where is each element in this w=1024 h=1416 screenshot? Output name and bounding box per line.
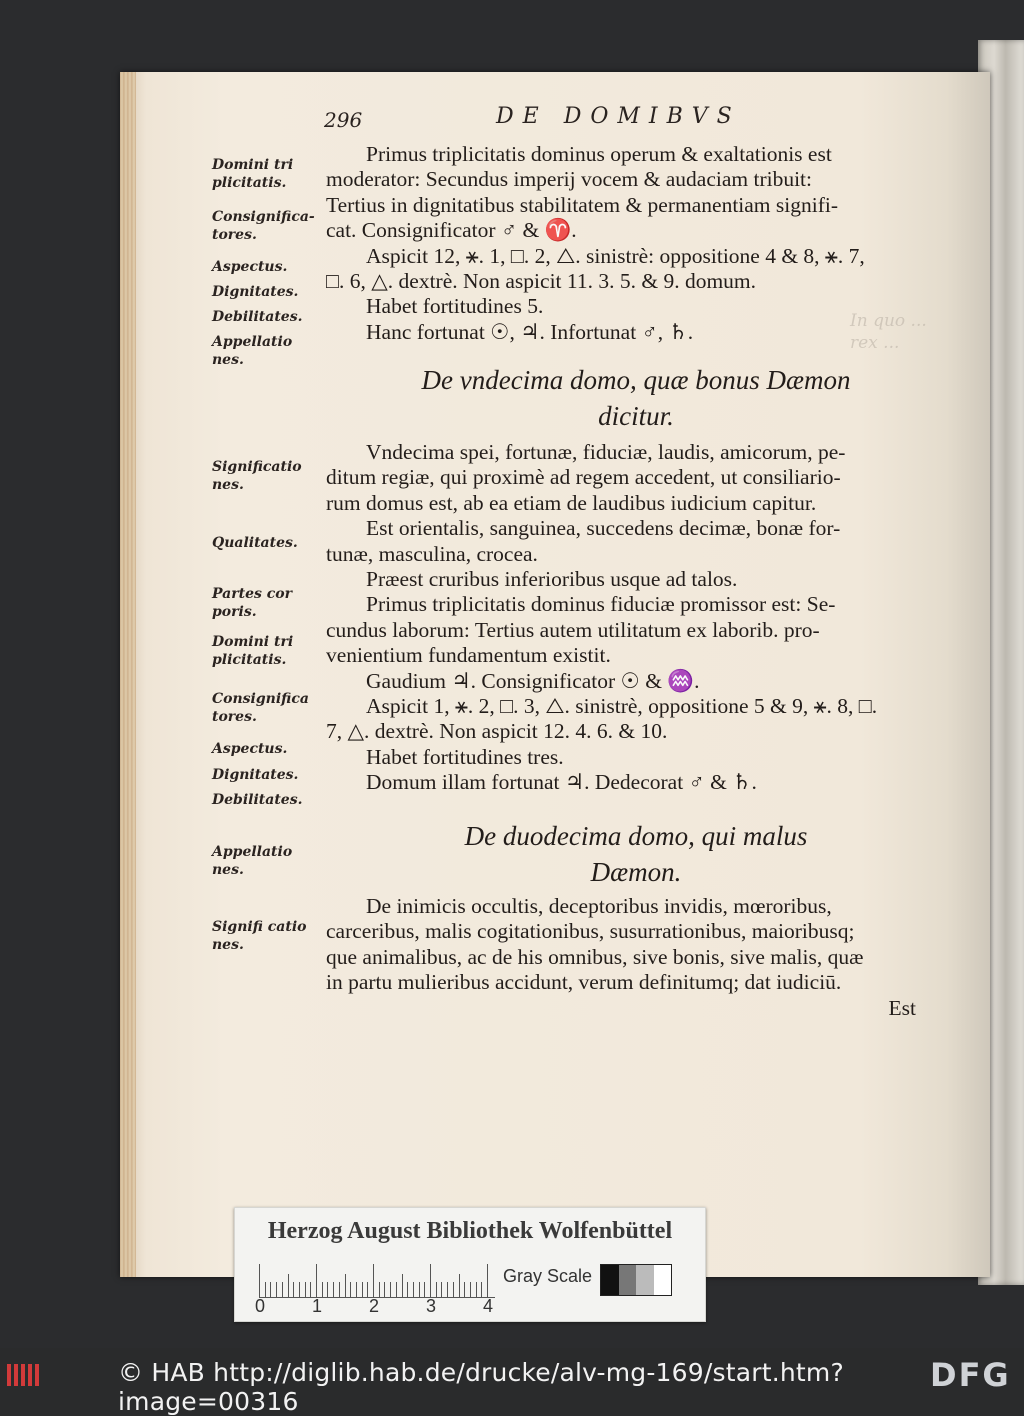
margin-note: Dignitates.	[212, 284, 299, 300]
margin-note: Debilitates.	[212, 792, 303, 808]
ruler-tick	[305, 1282, 306, 1298]
ruler-number: 3	[426, 1296, 437, 1316]
ruler-number: 0	[255, 1296, 266, 1316]
ruler-tick	[299, 1282, 300, 1298]
gray-scale-swatch	[600, 1264, 672, 1296]
source-url[interactable]: © HAB http://diglib.hab.de/drucke/alv-mg-169/start.htm?image=00316	[118, 1358, 844, 1416]
ruler-tick	[407, 1282, 408, 1298]
library-color-card	[234, 1207, 706, 1322]
card-title: Herzog August Bibliothek Wolfenbüttel	[267, 1218, 673, 1244]
ruler-tick	[276, 1282, 277, 1298]
ruler-tick	[350, 1282, 351, 1298]
section-heading: De duodecima domo, qui malus Dæmon.	[464, 821, 808, 887]
page-gutter	[120, 72, 136, 1277]
margin-note: Aspectus.	[212, 259, 288, 275]
ruler-tick	[362, 1282, 363, 1298]
show-through-text: In quo ... rex ...	[850, 311, 927, 353]
ruler-tick	[430, 1264, 431, 1298]
margin-note: Appellatio nes.	[212, 334, 293, 368]
ruler-tick	[356, 1282, 357, 1298]
ruler-tick	[441, 1282, 442, 1298]
ruler-tick	[476, 1282, 477, 1298]
page-number: 296	[324, 108, 363, 132]
ruler-tick	[413, 1282, 414, 1298]
hab-logo-icon	[6, 1362, 40, 1388]
section-heading: De vndecima domo, quæ bonus Dæmon dicitur.	[421, 365, 851, 431]
ruler	[259, 1262, 495, 1298]
ruler-tick	[453, 1282, 454, 1298]
page-header	[320, 104, 940, 134]
ruler-tick	[390, 1282, 391, 1298]
ruler-tick	[259, 1264, 260, 1298]
ruler-tick	[396, 1282, 397, 1298]
margin-note: Signifi catio nes.	[212, 919, 307, 953]
body-paragraph: Vndecima spei, fortunæ, fiduciæ, laudis, amicorum, pe- ditum regiæ, qui proximè ad regem accedent, ut consiliario- rum domus est, ab ea etiam de laudibus iudicium capitur. Est orientalis, sanguinea, succedens decimæ, bonæ for- tunæ, masculina, crocea. Præest cruribus inferioribus usque ad talos. Primus triplicitatis dominus fiduciæ promissor est: Se- cundus laborum: Tertius autem utilitatum ex laborib. pro- venientium fundamentum existit. Gaudium ♃. Consignificator ☉ & ♒. Aspicit 1, ⚹. 2, □. 3, △. sinistrè, oppositione 5 & 9, ⚹. 8, □. 7, △. dextrè. Non aspicit 12. 4. 6. & 10. Habet fortitudines tres. Domum illam fortunat ♃. Dedecorat ♂ & ♄.	[326, 440, 878, 795]
catchword: Est	[888, 995, 916, 1020]
ruler-tick	[470, 1282, 471, 1298]
margin-note: Domini tri plicitatis.	[212, 634, 294, 668]
margin-note: Consignifica- tores.	[212, 209, 315, 243]
margin-note: Appellatio nes.	[212, 844, 293, 878]
body-paragraph: Primus triplicitatis dominus operum & exaltationis est moderator: Secundus imperij vocem & audaciam tribuit: Tertius in dignitatibus stabilitatem & permanentiam signifi- cat. Consignificator ♂ & ♈. Aspicit 12, ⚹. 1, □. 2, △. sinistrè: oppositione 4 & 8, ⚹. 7, □. 6, △. dextrè. Non aspicit 11. 3. 5. & 9. domum. Habet fortitudines 5. Hanc fortunat ☉, ♃. Infortunat ♂, ♄.	[326, 142, 865, 344]
margin-note: Debilitates.	[212, 309, 303, 325]
margin-note: Dignitates.	[212, 767, 299, 783]
ruler-tick	[316, 1264, 317, 1298]
ruler-tick	[384, 1282, 385, 1298]
margin-note: Aspectus.	[212, 741, 288, 757]
margin-note: Domini tri plicitatis.	[212, 157, 294, 191]
margin-note: Significatio nes.	[212, 459, 302, 493]
ruler-tick	[288, 1274, 289, 1298]
dfg-logo: DFG	[930, 1356, 1011, 1394]
ruler-tick	[464, 1282, 465, 1298]
ruler-tick	[402, 1274, 403, 1298]
body-paragraph: De inimicis occultis, deceptoribus invidis, mœroribus, carceribus, malis cogitationibus, susurrationibus, maioribusq; que animalibus, ac de his omnibus, sive bonis, sive malis, quæ in partu mulieribus accidunt, verum definitumq; dat iudiciū. Est	[326, 894, 946, 1021]
ruler-tick	[459, 1274, 460, 1298]
margin-note: Partes cor poris.	[212, 586, 292, 620]
ruler-number: 2	[369, 1296, 380, 1316]
ruler-tick	[333, 1282, 334, 1298]
ruler-number: 1	[312, 1296, 323, 1316]
margin-note: Qualitates.	[212, 535, 298, 551]
ruler-tick	[345, 1274, 346, 1298]
ruler-tick	[487, 1264, 488, 1298]
ruler-tick	[293, 1282, 294, 1298]
ruler-tick	[447, 1282, 448, 1298]
ruler-tick	[373, 1264, 374, 1298]
gray-scale-label: Gray Scale	[503, 1266, 593, 1286]
margin-note: Consignifica tores.	[212, 691, 309, 725]
ruler-number: 4	[483, 1296, 494, 1316]
ruler-tick	[282, 1282, 283, 1298]
ruler-tick	[419, 1282, 420, 1298]
ruler-tick	[327, 1282, 328, 1298]
running-title: DE DOMIBVS	[496, 104, 741, 129]
ruler-tick	[270, 1282, 271, 1298]
ruler-tick	[339, 1282, 340, 1298]
viewer-footer	[0, 1348, 1024, 1416]
